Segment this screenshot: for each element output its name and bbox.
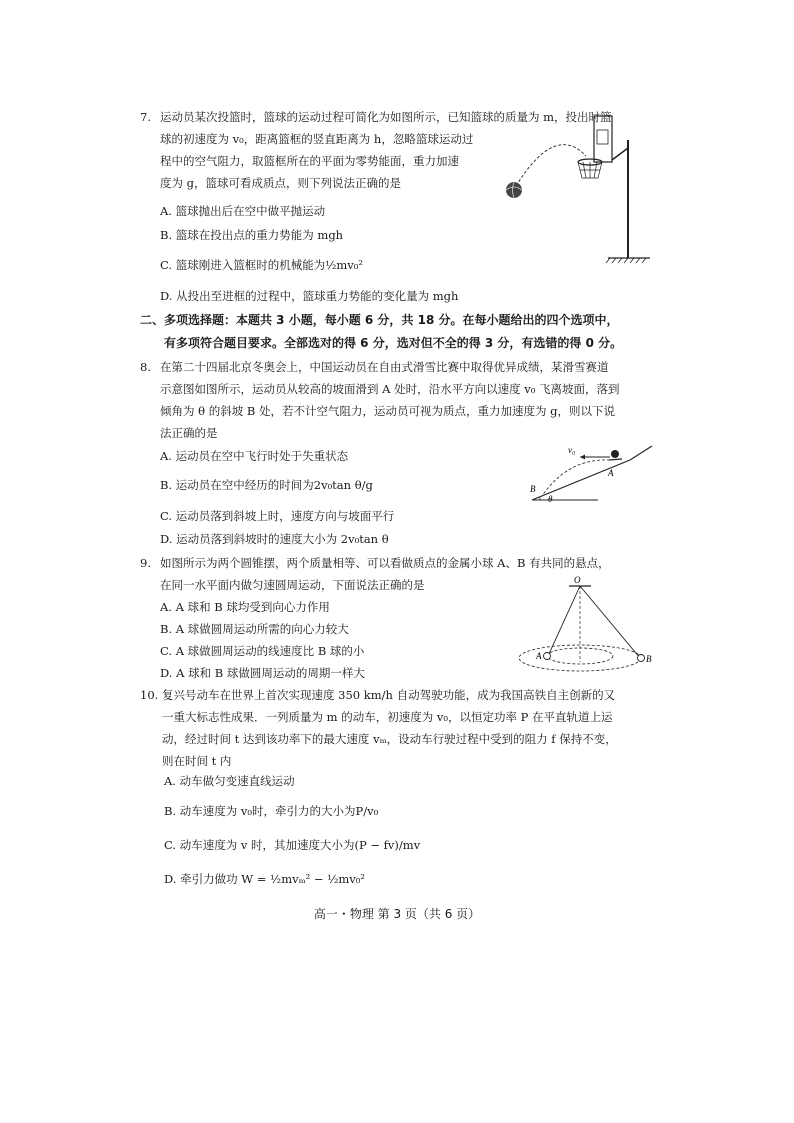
basketball-icon	[506, 182, 522, 198]
q10-option-c: C. 动车速度为 v 时，其加速度大小为(P − fv)/mv	[164, 838, 421, 852]
q8-stem-line-2: 示意图如图所示，运动员从较高的坡面滑到 A 处时，沿水平方向以速度 v₀ 飞离坡面，落到	[160, 382, 620, 396]
q7-option-b: B. 篮球在投出点的重力势能为 mgh	[160, 228, 344, 242]
label-A: A	[608, 468, 614, 478]
q8-stem-line-3: 倾角为 θ 的斜坡 B 处，若不计空气阻力，运动员可视为质点，重力加速度为 g，则以下说	[160, 404, 616, 418]
q9-stem-line-1: 如图所示为两个圆锥摆，两个质量相等、可以看做质点的金属小球 A、B 有共同的悬点，	[160, 556, 610, 570]
label-A: A	[536, 651, 542, 661]
q8-option-d: D. 运动员落到斜坡时的速度大小为 2v₀tan θ	[160, 532, 389, 546]
basketball-figure	[500, 108, 660, 268]
q7-option-a: A. 篮球抛出后在空中做平抛运动	[160, 204, 326, 218]
string-b	[580, 586, 640, 658]
basketball-arm	[612, 148, 628, 160]
label-v0: v₀	[568, 445, 576, 455]
label-theta: θ	[548, 494, 553, 504]
q7-stem-line-3: 程中的空气阻力，取篮框所在的平面为零势能面，重力加速	[160, 154, 459, 168]
q9-option-b: B. A 球做圆周运动所需的向心力较大	[160, 622, 349, 636]
ski-slope-figure	[518, 440, 658, 510]
q8-number: 8.	[140, 360, 151, 374]
q10-stem	[140, 684, 617, 772]
q7-stem-line-2: 球的初速度为 v₀，距离篮框的竖直距离为 h，忽略篮球运动过	[160, 132, 474, 146]
q7-option-d: D. 从投出至进框的过程中，篮球重力势能的变化量为 mgh	[160, 289, 459, 303]
q8-option-a: A. 运动员在空中飞行时处于失重状态	[160, 449, 349, 463]
slope	[532, 460, 630, 500]
q9-number: 9.	[140, 556, 151, 570]
trajectory	[516, 145, 586, 186]
q8-stem-line-1: 在第二十四届北京冬奥会上，中国运动员在自由式滑雪比赛中取得优异成绩，某滑雪赛道	[160, 360, 609, 374]
q8-option-b: B. 运动员在空中经历的时间为2v₀tan θ/g	[160, 478, 373, 492]
q10-stem-line-3: 动，经过时间 t 达到该功率下的最大速度 vₘ，设动车行驶过程中受到的阻力 f 保持不变，	[162, 732, 617, 746]
ball-b-icon	[638, 655, 645, 662]
q8-stem-line-4: 法正确的是	[160, 426, 218, 440]
q7-stem-line-4: 度为 g，篮球可看成质点，则下列说法正确的是	[160, 176, 402, 190]
q9-option-a: A. A 球和 B 球均受到向心力作用	[160, 600, 330, 614]
section-2-heading-2: 有多项符合题目要求。全部选对的得 6 分，选对但不全的得 3 分，有选错的得 0 分。	[164, 336, 623, 350]
label-O: O	[574, 575, 581, 585]
q9-stem-line-2: 在同一水平面内做匀速圆周运动，下面说法正确的是	[160, 578, 425, 592]
q10-stem-line-2: 一重大标志性成果．一列质量为 m 的动车，初速度为 v₀，以恒定功率 P 在平直轨道上运	[162, 710, 613, 724]
q8-option-c: C. 运动员落到斜坡上时，速度方向与坡面平行	[160, 509, 395, 523]
q10-stem-line-1: 复兴号动车在世界上首次实现速度 350 km/h 自动驾驶功能，成为我国高铁自主创新的又	[162, 688, 616, 702]
label-B: B	[646, 654, 652, 664]
q9-option-d: D. A 球和 B 球做圆周运动的周期一样大	[160, 666, 365, 680]
q7-stem-line-1: 运动员某次投篮时，篮球的运动过程可简化为如图所示，已知篮球的质量为 m，投出时篮	[160, 110, 612, 124]
upper-slope	[630, 446, 652, 460]
q7-option-c: C. 篮球刚进入篮框时的机械能为½mv₀²	[160, 258, 363, 272]
page-footer: 高一・物理 第 3 页（共 6 页）	[313, 907, 481, 921]
q10-number: 10.	[140, 688, 159, 702]
flight-path	[542, 460, 610, 496]
q10-stem-line-4: 则在时间 t 内	[162, 754, 232, 768]
q7-number: 7.	[140, 110, 151, 124]
label-B: B	[530, 484, 536, 494]
skier-icon	[611, 450, 619, 458]
conical-pendulum-figure	[515, 574, 655, 678]
q10-option-a: A. 动车做匀变速直线运动	[164, 774, 295, 788]
section-2-heading-1: 二、多项选择题：本题共 3 小题，每小题 6 分，共 18 分。在每小题给出的四个选项中，	[140, 313, 619, 327]
q10-option-b: B. 动车速度为 v₀时，牵引力的大小为P/v₀	[164, 804, 379, 818]
ball-a-icon	[544, 653, 551, 660]
q9-option-c: C. A 球做圆周运动的线速度比 B 球的小	[160, 644, 365, 658]
q8-stem	[140, 356, 620, 444]
q10-option-d: D. 牵引力做功 W = ½mvₘ² − ½mv₀²	[164, 872, 365, 886]
